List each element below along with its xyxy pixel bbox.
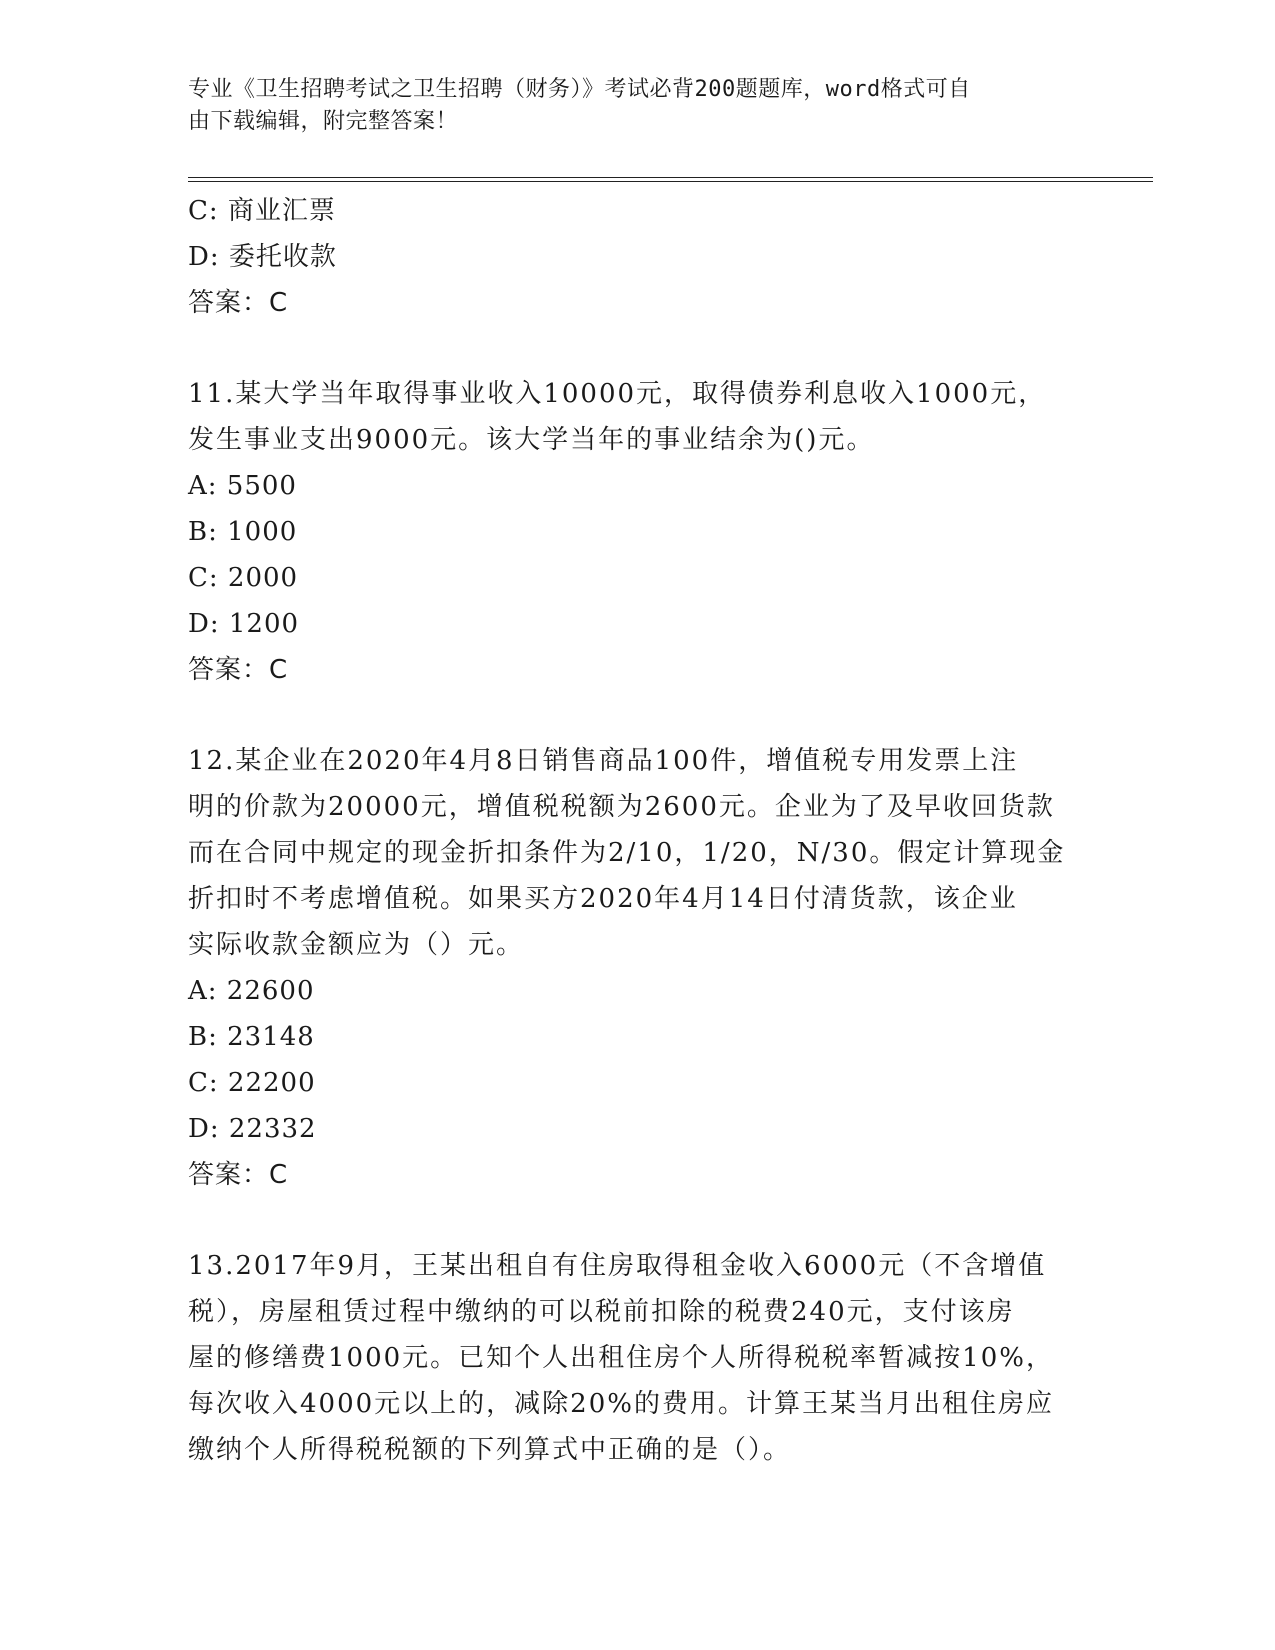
stem-line: 每次收入4000元以上的，减除20%的费用。计算王某当月出租住房应: [188, 1389, 1054, 1419]
stem-line: 12.某企业在2020年4月8日销售商品100件，增值税专用发票上注: [188, 746, 1019, 776]
header-line-2: 由下载编辑，附完整答案！: [188, 109, 459, 134]
stem-line: 税），房屋租赁过程中缴纳的可以税前扣除的税费240元，支付该房: [188, 1297, 1015, 1327]
option-b: B: 1000: [188, 517, 298, 547]
question-11: [188, 371, 1078, 693]
option-d: D: 22332: [188, 1114, 317, 1144]
option-d: D: 1200: [188, 609, 300, 639]
page-header: [188, 74, 1068, 138]
header-line-1: 专业《卫生招聘考试之卫生招聘（财务）》考试必背200题题库，word格式可自: [188, 77, 971, 102]
stem-line: 屋的修缮费1000元。已知个人出租住房个人所得税税率暂减按10%，: [188, 1343, 1054, 1373]
stem-line: 实际收款金额应为（）元。: [188, 930, 525, 960]
option-c: C: 22200: [188, 1068, 316, 1098]
stem-line: 13.2017年9月，王某出租自有住房取得租金收入6000元（不含增值: [188, 1251, 1047, 1281]
answer: 答案：C: [188, 655, 289, 685]
question-13: [188, 1243, 1078, 1473]
stem-line: 11.某大学当年取得事业收入10000元，取得债券利息收入1000元，: [188, 379, 1047, 409]
question-stem: [188, 1243, 1078, 1473]
question-fragment: [188, 188, 1078, 326]
stem-line: 缴纳个人所得税税额的下列算式中正确的是（）。: [188, 1435, 792, 1465]
option-a: A: 22600: [188, 976, 315, 1006]
option-c: C: 商业汇票: [188, 196, 336, 226]
option-a: A: 5500: [188, 471, 297, 501]
header-divider: [188, 177, 1153, 182]
stem-line: 明的价款为20000元，增值税税额为2600元。企业为了及早收回货款: [188, 792, 1055, 822]
option-c: C: 2000: [188, 563, 299, 593]
stem-line: 折扣时不考虑增值税。如果买方2020年4月14日付清货款，该企业: [188, 884, 1018, 914]
option-b: B: 23148: [188, 1022, 315, 1052]
question-12: [188, 738, 1078, 1198]
question-stem: [188, 738, 1078, 968]
stem-line: 而在合同中规定的现金折扣条件为2/10，1/20，N/30。假定计算现金: [188, 838, 1066, 868]
document-body: [188, 188, 1078, 1473]
question-stem: [188, 371, 1078, 463]
answer: 答案：C: [188, 288, 289, 318]
stem-line: 发生事业支出9000元。该大学当年的事业结余为()元。: [188, 425, 875, 455]
answer: 答案：C: [188, 1160, 289, 1190]
option-d: D: 委托收款: [188, 242, 337, 272]
